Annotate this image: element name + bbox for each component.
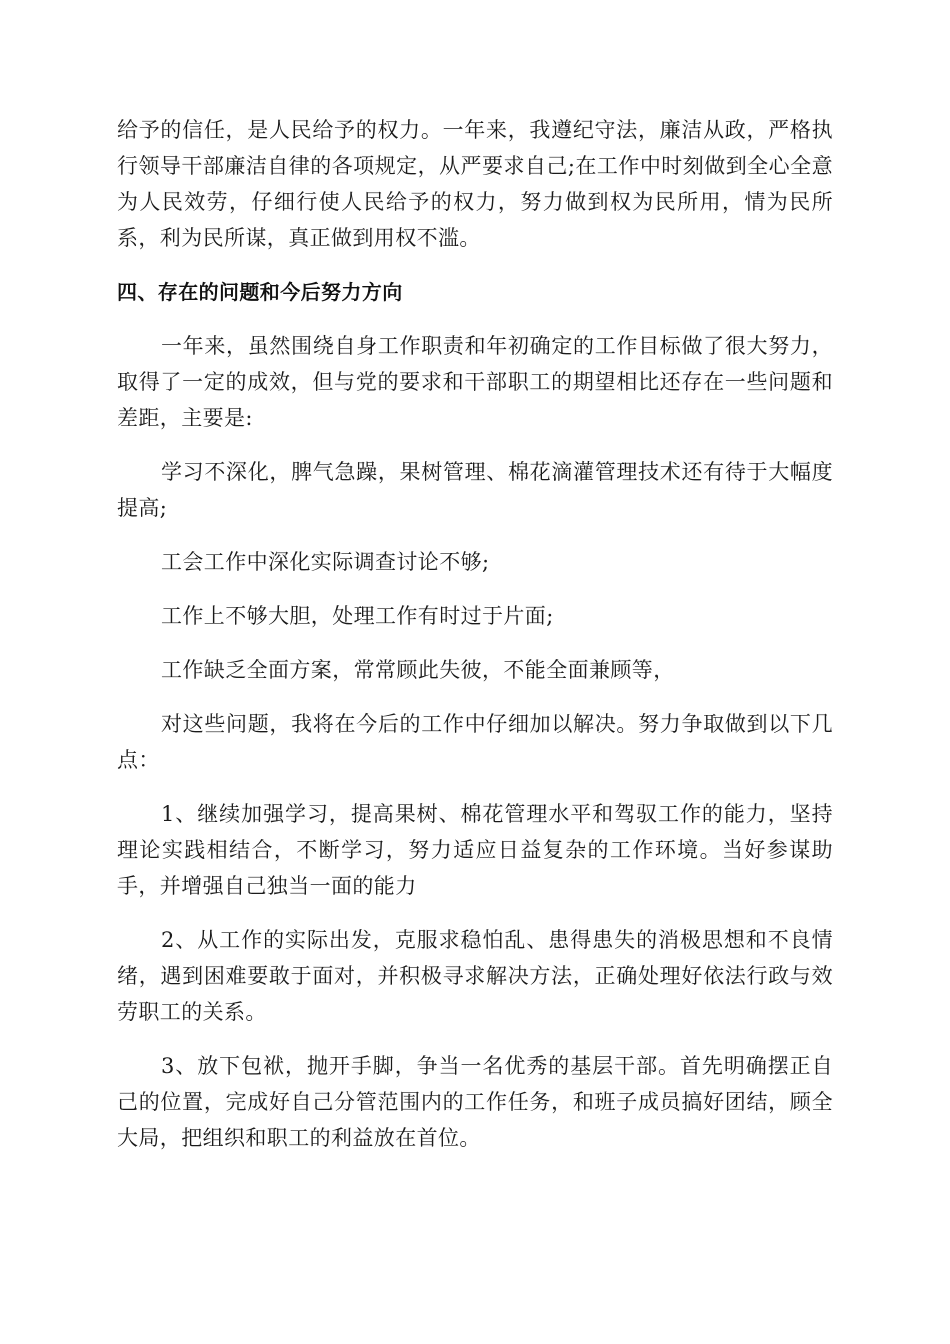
paragraph-integrity: 给予的信任，是人民给予的权力。一年来，我遵纪守法，廉洁从政，严格执行领导干部廉洁自律的各项规定，从严要求自己;在工作中时刻做到全心全意为人民效劳，仔细行使人民给予的权力，努力做到权为民所用，情为民所系，利为民所谋，真正做到用权不滥。	[117, 118, 833, 250]
paragraph-problem-planning: 工作缺乏全面方案，常常顾此失彼，不能全面兼顾等，	[161, 658, 675, 682]
paragraph-solution-2: 2、从工作的实际出发，克服求稳怕乱、患得患失的消极思想和不良情绪，遇到困难要敢于面对，并积极寻求解决方法，正确处理好依法行政与效劳职工的关系。	[117, 928, 833, 1024]
paragraph-problem-study: 学习不深化，脾气急躁，果树管理、棉花滴灌管理技术还有待于大幅度提高;	[117, 460, 833, 520]
paragraph-problem-union: 工会工作中深化实际调查讨论不够;	[161, 550, 490, 574]
paragraph-solution-1: 1、继续加强学习，提高果树、棉花管理水平和驾驭工作的能力，坚持理论实践相结合，不断学习，努力适应日益复杂的工作环境。当好参谋助手，并增强自己独当一面的能力	[117, 802, 833, 898]
paragraph-problem-boldness: 工作上不够大胆，处理工作有时过于片面;	[161, 604, 554, 628]
paragraph-solution-3: 3、放下包袱，抛开手脚，争当一名优秀的基层干部。首先明确摆正自己的位置，完成好自己分管范围内的工作任务，和班子成员搞好团结，顾全大局，把组织和职工的利益放在首位。	[117, 1054, 833, 1150]
section-heading-problems: 四、存在的问题和今后努力方向	[117, 280, 403, 304]
paragraph-problems-intro: 一年来，虽然围绕自身工作职责和年初确定的工作目标做了很大努力，取得了一定的成效，但与党的要求和干部职工的期望相比还存在一些问题和差距，主要是:	[117, 334, 833, 430]
document-body	[117, 112, 833, 1174]
paragraph-solutions-intro: 对这些问题，我将在今后的工作中仔细加以解决。努力争取做到以下几点：	[117, 712, 833, 772]
